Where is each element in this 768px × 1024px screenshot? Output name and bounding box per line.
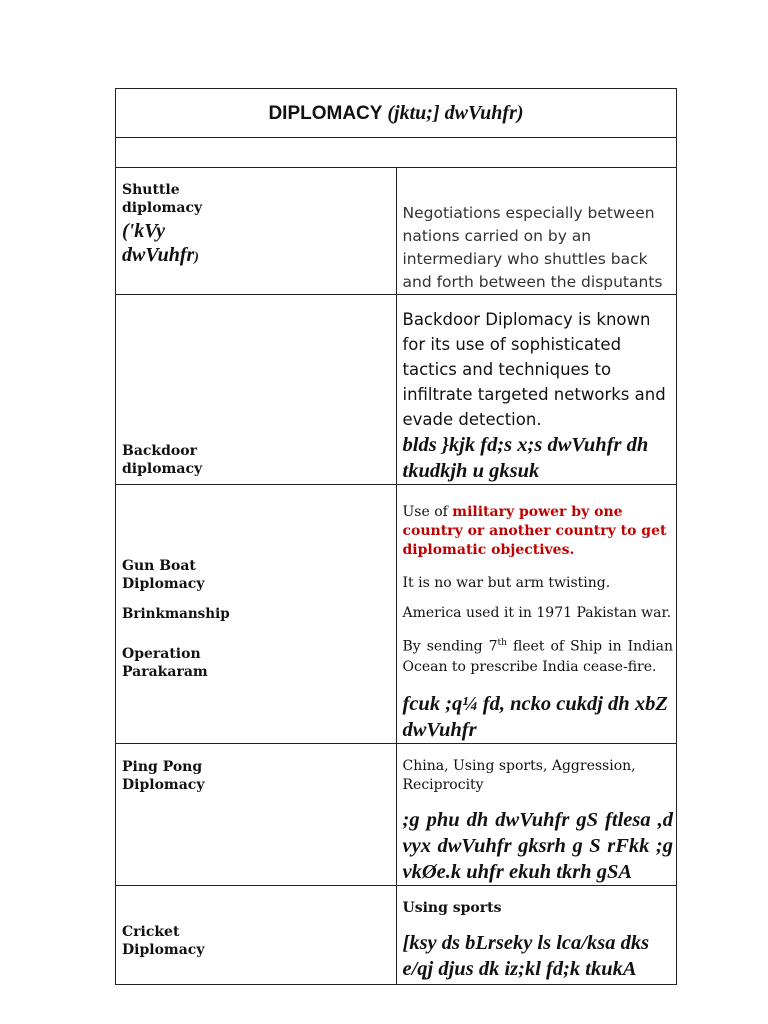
row-pingpong (116, 743, 677, 885)
label-pingpong-1: Ping Pong (122, 758, 203, 775)
use-of-red-text: military power by one country or another country to get diplomatic objectives. (402, 504, 667, 558)
label-gunboat-1: Gun Boat (122, 558, 196, 574)
label-gunboat-2: Diplomacy (122, 576, 205, 592)
label-cell-gunboat (116, 485, 397, 744)
label-operation-1: Operation (122, 646, 201, 662)
hindi-backdoor: blds }kjk fd;s x;s dwVuhfr dh tkudkjh u gksuk (402, 434, 649, 482)
row-gunboat (116, 485, 677, 744)
row-cricket (116, 885, 677, 984)
desc-gunboat-1 (403, 485, 677, 560)
hindi-pingpong: ;g phu dh dwVuhfr gS ftlesa ,d vyx dwVuhfr gksrh g S rFkk ;g vkØe.k uhfr ekuh tkrh gSA (402, 808, 673, 883)
desc-cell-shuttle (396, 168, 677, 295)
desc-shuttle: Negotiations especially between nations carried on by an intermediary who shuttles back and forth between the disputants (402, 204, 663, 291)
desc-gunboat-2: It is no war but arm twisting. (402, 575, 611, 591)
desc-cell-backdoor (396, 295, 677, 485)
label-shuttle-hindi-1: ('kVy (122, 220, 165, 242)
fleet-sup: th (497, 638, 507, 648)
desc-backdoor: Backdoor Diplomacy is known for its use of sophisticated tactics and techniques to infiltrate targeted networks and evade detection. (402, 310, 666, 429)
label-backdoor-2: diplomacy (122, 461, 203, 477)
label-shuttle-2: diplomacy (122, 200, 203, 216)
label-backdoor-1: Backdoor (122, 443, 197, 459)
row-shuttle (116, 168, 677, 295)
label-cell-backdoor (116, 295, 397, 485)
title-row (116, 89, 677, 138)
desc-gunboat-3: America used it in 1971 Pakistan war. (402, 605, 672, 621)
label-cell-shuttle (116, 168, 397, 295)
label-shuttle-hindi-close: ) (194, 250, 199, 265)
label-operation-2: Parakaram (122, 664, 208, 680)
hindi-gunboat: fcuk ;q¼ fd, ncko cukdj dh xbZ dwVuhfr (402, 692, 668, 741)
desc-cell-pingpong (396, 743, 677, 885)
empty-cell (116, 138, 677, 168)
label-shuttle-1: Shuttle (122, 182, 180, 198)
fleet-text-b: fleet of Ship in Indian Ocean to prescribe India cease-fire. (402, 638, 673, 675)
label-shuttle-hindi-2: dwVuhfr (122, 244, 195, 266)
title-cell (116, 89, 677, 138)
title-main: DIPLOMACY (268, 102, 383, 124)
desc-gunboat-4 (403, 633, 677, 677)
empty-row (116, 138, 677, 168)
label-cell-pingpong (116, 743, 397, 885)
title-hindi: (jktu;] dwVuhfr) (387, 101, 524, 124)
label-pingpong-2: Diplomacy (122, 776, 205, 793)
desc-cell-gunboat (396, 485, 677, 744)
desc-cricket: Using sports (402, 899, 502, 916)
label-cell-cricket (116, 885, 397, 984)
label-cricket-2: Diplomacy (122, 941, 205, 958)
label-cricket-1: Cricket (122, 923, 180, 940)
label-brinkmanship: Brinkmanship (122, 606, 230, 622)
diplomacy-table (115, 88, 677, 985)
fleet-text-a: By sending 7 (402, 638, 498, 655)
desc-cell-cricket (396, 885, 677, 984)
hindi-cricket: [ksy ds bLrseky ls lca/ksa dks e/qj djus dk iz;kl fd;k tkukA (402, 931, 650, 980)
use-of-text: Use of (402, 504, 453, 520)
row-backdoor (116, 295, 677, 485)
desc-pingpong: China, Using sports, Aggression, Reciprocity (402, 757, 636, 793)
